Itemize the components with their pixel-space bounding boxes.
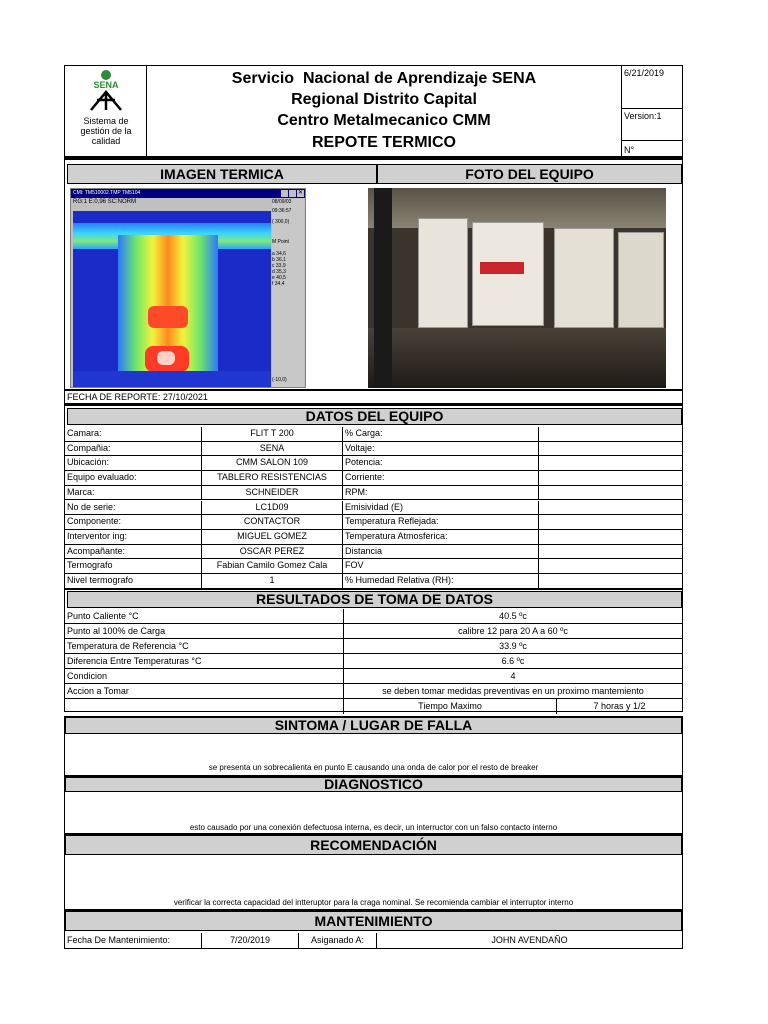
equipment-param-value xyxy=(539,515,682,529)
equipment-row xyxy=(65,530,682,545)
equipment-param-value xyxy=(539,471,682,485)
heat-spot-core xyxy=(157,351,175,365)
equipment-param-label: Temperatura Atmosferica: xyxy=(343,530,539,544)
sena-logo xyxy=(85,70,127,112)
diagnosis-section xyxy=(64,776,683,834)
equipment-param-value xyxy=(539,530,682,544)
equipment-param-value xyxy=(539,574,682,588)
photo-breaker-1 xyxy=(418,218,468,328)
report-header xyxy=(64,65,683,157)
equipment-field-label: Componente: xyxy=(65,515,202,529)
recommendation-text: verificar la correcta capacidad del intteruptor para la craga nominal. Se recomienda cambiar el interruptor interno xyxy=(173,898,574,907)
thermal-window-titlebar xyxy=(71,189,305,198)
results-label: Condicion xyxy=(65,669,344,683)
thermal-point-d: d 35,3 xyxy=(272,269,286,275)
recommendation-section xyxy=(64,834,683,910)
equipment-field-label: Compañia: xyxy=(65,442,202,456)
equipment-field-label: Interventor ing: xyxy=(65,530,202,544)
equipment-param-label: RPM: xyxy=(343,486,539,500)
thermal-min: (-10,0) xyxy=(272,377,287,383)
equipment-param-label: Temperatura Reflejada: xyxy=(343,515,539,529)
results-value: 6.6 ºc xyxy=(501,656,525,666)
diagnosis-title: DIAGNOSTICO xyxy=(65,777,682,792)
thermal-time: 09:36:57 xyxy=(272,208,292,214)
equipment-field-label: Marca: xyxy=(65,486,202,500)
window-maximize-icon xyxy=(289,190,296,197)
equipment-param-label: Corriente: xyxy=(343,471,539,485)
sena-logo-text: SENA xyxy=(93,80,119,90)
equipment-photo-title: FOTO DEL EQUIPO xyxy=(377,164,682,184)
max-time-spacer xyxy=(65,699,344,714)
results-section xyxy=(64,589,683,712)
maintenance-date-label: Fecha De Mantenimiento: xyxy=(65,933,202,948)
equipment-param-value xyxy=(539,427,682,441)
meta-divider-2 xyxy=(622,140,682,141)
diagnosis-text: esto causado por una conexión defectuosa interna, es decir, un interructor con un falso contacto interno xyxy=(189,823,558,832)
equipment-field-value: 1 xyxy=(202,574,343,588)
equipment-field-label: Camara: xyxy=(65,427,202,441)
equipment-param-value xyxy=(539,545,682,559)
thermal-image xyxy=(70,188,306,388)
heat-spot-1 xyxy=(148,306,188,328)
equipment-row xyxy=(65,574,682,589)
meta-cell xyxy=(622,66,682,156)
equipment-section xyxy=(64,404,683,589)
results-label: Punto Caliente °C xyxy=(65,609,344,623)
equipment-param-value xyxy=(539,501,682,515)
equipment-row xyxy=(65,501,682,516)
heat-bottom xyxy=(73,371,271,387)
equipment-field-value: CMM SALON 109 xyxy=(202,456,343,470)
equipment-field-value: LC1D09 xyxy=(202,501,343,515)
equipment-row xyxy=(65,515,682,530)
results-value: 40.5 ºc xyxy=(499,611,527,621)
photo-wires-bottom xyxy=(368,328,666,388)
equipment-param-label: FOV xyxy=(343,559,539,573)
maintenance-title: MANTENIMIENTO xyxy=(65,911,682,931)
sena-logo-figure xyxy=(89,90,123,112)
results-row xyxy=(65,639,682,654)
equipment-field-value: TABLERO RESISTENCIAS xyxy=(202,471,343,485)
report-title: REPOTE TERMICO xyxy=(311,134,456,151)
equipment-field-value: SCHNEIDER xyxy=(202,486,343,500)
institution-title: Servicio Nacional de Aprendizaje SENA xyxy=(231,70,537,87)
thermal-max: ( 300,0) xyxy=(272,219,290,225)
header-date: 6/21/2019 xyxy=(624,68,665,78)
equipment-field-label: Ubicación: xyxy=(65,456,202,470)
window-close-icon: ✕ xyxy=(297,190,304,196)
thermal-date: 08/09/03 xyxy=(272,199,292,205)
results-value: 33.9 ºc xyxy=(499,641,527,651)
symptom-title: SINTOMA / LUGAR DE FALLA xyxy=(65,717,682,734)
equipment-param-label: Potencia: xyxy=(343,456,539,470)
equipment-field-value: MIGUEL GOMEZ xyxy=(202,530,343,544)
photo-breaker-4 xyxy=(618,232,664,328)
max-time-value: 7 horas y 1/2 xyxy=(593,701,646,711)
title-cell xyxy=(147,66,622,156)
equipment-row xyxy=(65,456,682,471)
equipment-field-value: FLIT T 200 xyxy=(202,427,343,441)
quality-system-label: Sistema de gestión de la calidad xyxy=(80,116,132,146)
results-label: Diferencia Entre Temperaturas °C xyxy=(65,654,344,668)
equipment-param-label: Voltaje: xyxy=(343,442,539,456)
center-title: Centro Metalmecanico CMM xyxy=(277,112,491,129)
assigned-to: JOHN AVENDAÑO xyxy=(491,935,568,945)
assigned-label: Asiganado A: xyxy=(299,933,377,948)
equipment-photo xyxy=(368,188,666,388)
equipment-param-label: % Humedad Relativa (RH): xyxy=(343,574,539,588)
equipment-param-label: Emisividad (E) xyxy=(343,501,539,515)
thermal-point-b: b 36,1 xyxy=(272,257,286,263)
photo-breaker-label xyxy=(480,262,524,274)
thermal-mpoint-label: M Point xyxy=(272,239,289,245)
equipment-field-value: OSCAR PEREZ xyxy=(202,545,343,559)
thermal-image-title: IMAGEN TERMICA xyxy=(67,164,377,184)
equipment-field-label: Acompañante: xyxy=(65,545,202,559)
equipment-field-label: Nivel termografo xyxy=(65,574,202,588)
max-time-label: Tiempo Maximo xyxy=(344,699,557,714)
header-version: Version:1 xyxy=(624,111,662,121)
equipment-field-value: SENA xyxy=(202,442,343,456)
results-row xyxy=(65,609,682,624)
header-number: N° xyxy=(624,145,635,155)
thermal-point-e: e 40,5 xyxy=(272,275,286,281)
thermal-point-c: c 33,9 xyxy=(272,263,286,269)
results-value: se deben tomar medidas preventivas en un proximo mantemiento xyxy=(382,686,644,696)
logo-cell xyxy=(65,66,147,156)
results-row xyxy=(65,624,682,639)
symptom-section xyxy=(64,716,683,776)
thermal-window-title: CMI: TM510002.TMP TM5104 xyxy=(73,190,141,196)
equipment-param-label: Distancia xyxy=(343,545,539,559)
results-value: 4 xyxy=(510,671,516,681)
recommendation-title: RECOMENDACIÓN xyxy=(65,835,682,855)
equipment-field-label: No de serie: xyxy=(65,501,202,515)
thermal-info-line: RG:1 E:0,96 SC:NORM xyxy=(73,199,137,205)
equipment-row xyxy=(65,471,682,486)
equipment-param-value xyxy=(539,486,682,500)
equipment-field-label: Equipo evaluado: xyxy=(65,471,202,485)
equipment-field-label: Termografo xyxy=(65,559,202,573)
equipment-field-value: CONTACTOR xyxy=(202,515,343,529)
equipment-row xyxy=(65,486,682,501)
equipment-param-value xyxy=(539,442,682,456)
results-value: calibre 12 para 20 A a 60 ºc xyxy=(458,626,568,636)
results-title: RESULTADOS DE TOMA DE DATOS xyxy=(67,591,682,608)
results-label: Temperatura de Referencia °C xyxy=(65,639,344,653)
thermal-side-panel xyxy=(272,199,304,387)
thermal-point-a: a 34,6 xyxy=(272,251,286,257)
symptom-text: se presenta un sobrecalienta en punto E causando una onda de calor por el resto de breaker xyxy=(208,763,539,772)
regional-title: Regional Distrito Capital xyxy=(291,91,477,108)
maintenance-section xyxy=(64,910,683,949)
thermal-heatmap xyxy=(73,211,271,387)
equipment-param-label: % Carga: xyxy=(343,427,539,441)
equipment-row xyxy=(65,559,682,574)
equipment-field-value: Fabian Camilo Gomez Cala xyxy=(202,559,343,573)
maintenance-date: 7/20/2019 xyxy=(202,933,299,948)
equipment-row xyxy=(65,545,682,560)
equipment-row xyxy=(65,427,682,442)
report-date: FECHA DE REPORTE: 27/10/2021 xyxy=(64,390,683,404)
max-time-row xyxy=(65,699,682,714)
equipment-param-value xyxy=(539,456,682,470)
photo-breaker-3 xyxy=(554,228,614,328)
photo-wire-left xyxy=(374,188,392,388)
results-row xyxy=(65,684,682,699)
window-minimize-icon xyxy=(281,190,288,197)
images-section xyxy=(64,157,683,390)
results-row xyxy=(65,669,682,684)
equipment-param-value xyxy=(539,559,682,573)
equipment-row xyxy=(65,442,682,457)
equipment-data-title: DATOS DEL EQUIPO xyxy=(67,408,682,425)
photo-breaker-2 xyxy=(472,222,544,326)
results-label: Punto al 100% de Carga xyxy=(65,624,344,638)
results-row xyxy=(65,654,682,669)
results-label: Accion a Tomar xyxy=(65,684,344,698)
sena-logo-head xyxy=(101,70,111,80)
thermal-point-f: f 34,4 xyxy=(272,281,285,287)
